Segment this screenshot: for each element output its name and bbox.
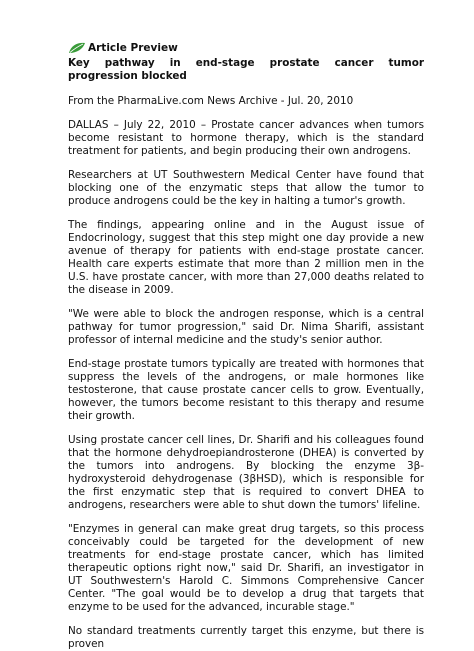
article-paragraph: "Enzymes in general can make great drug targets, so this process conceivably could be targeted for the development of new treatments for end-stage prostate cancer, which has limited therapeutic options right now," said Dr. Sharifi, an investigator in UT Southwestern's Harold C. Simmons Comprehensive Cancer Center. "The goal would be to develop a drug that targets that enzyme to be used for the advanced, incurable stage." [68,523,424,613]
article-preview-header [68,40,424,56]
article-title: Key pathway in end-stage prostate cancer tumor progression blocked [68,57,424,82]
article-paragraph: No standard treatments currently target this enzyme, but there is proven [68,625,424,650]
article-paragraph: "We were able to block the androgen response, which is a central pathway for tumor progression," said Dr. Nima Sharifi, assistant professor of internal medicine and the study's senior author. [68,308,424,346]
article-paragraph: Researchers at UT Southwestern Medical Center have found that blocking one of the enzymatic steps that allow the tumor to produce androgens could be the key in halting a tumor's growth. [68,169,424,207]
article-paragraph: Using prostate cancer cell lines, Dr. Sharifi and his colleagues found that the hormone dehydroepiandrosterone (DHEA) is converted by the tumors into androgens. By blocking the enzyme 3β-hydroxysteroid dehydrogenase (3βHSD), which is responsible for the first enzymatic step that is required to convert DHEA to androgens, researchers were able to shut down the tumors' lifeline. [68,434,424,511]
article-paragraph: The findings, appearing online and in the August issue of Endocrinology, suggest that this step might one day provide a new avenue of therapy for patients with end-stage prostate cancer. Health care experts estimate that more than 2 million men in the U.S. have prostate cancer, with more than 27,000 deaths related to the disease in 2009. [68,219,424,296]
article-preview-label: Article Preview [88,42,178,54]
article-page [68,40,424,651]
article-paragraph: End-stage prostate tumors typically are treated with hormones that suppress the levels of the androgens, or male hormones like testosterone, that cause prostate cancer cells to grow. Eventually, however, the tumors become resistant to this therapy and resume their growth. [68,358,424,422]
leaf-icon [68,42,86,54]
article-source: From the PharmaLive.com News Archive - Jul. 20, 2010 [68,95,354,107]
article-paragraph: DALLAS – July 22, 2010 – Prostate cancer advances when tumors become resistant to hormone therapy, which is the standard treatment for patients, and begin producing their own androgens. [68,119,424,157]
